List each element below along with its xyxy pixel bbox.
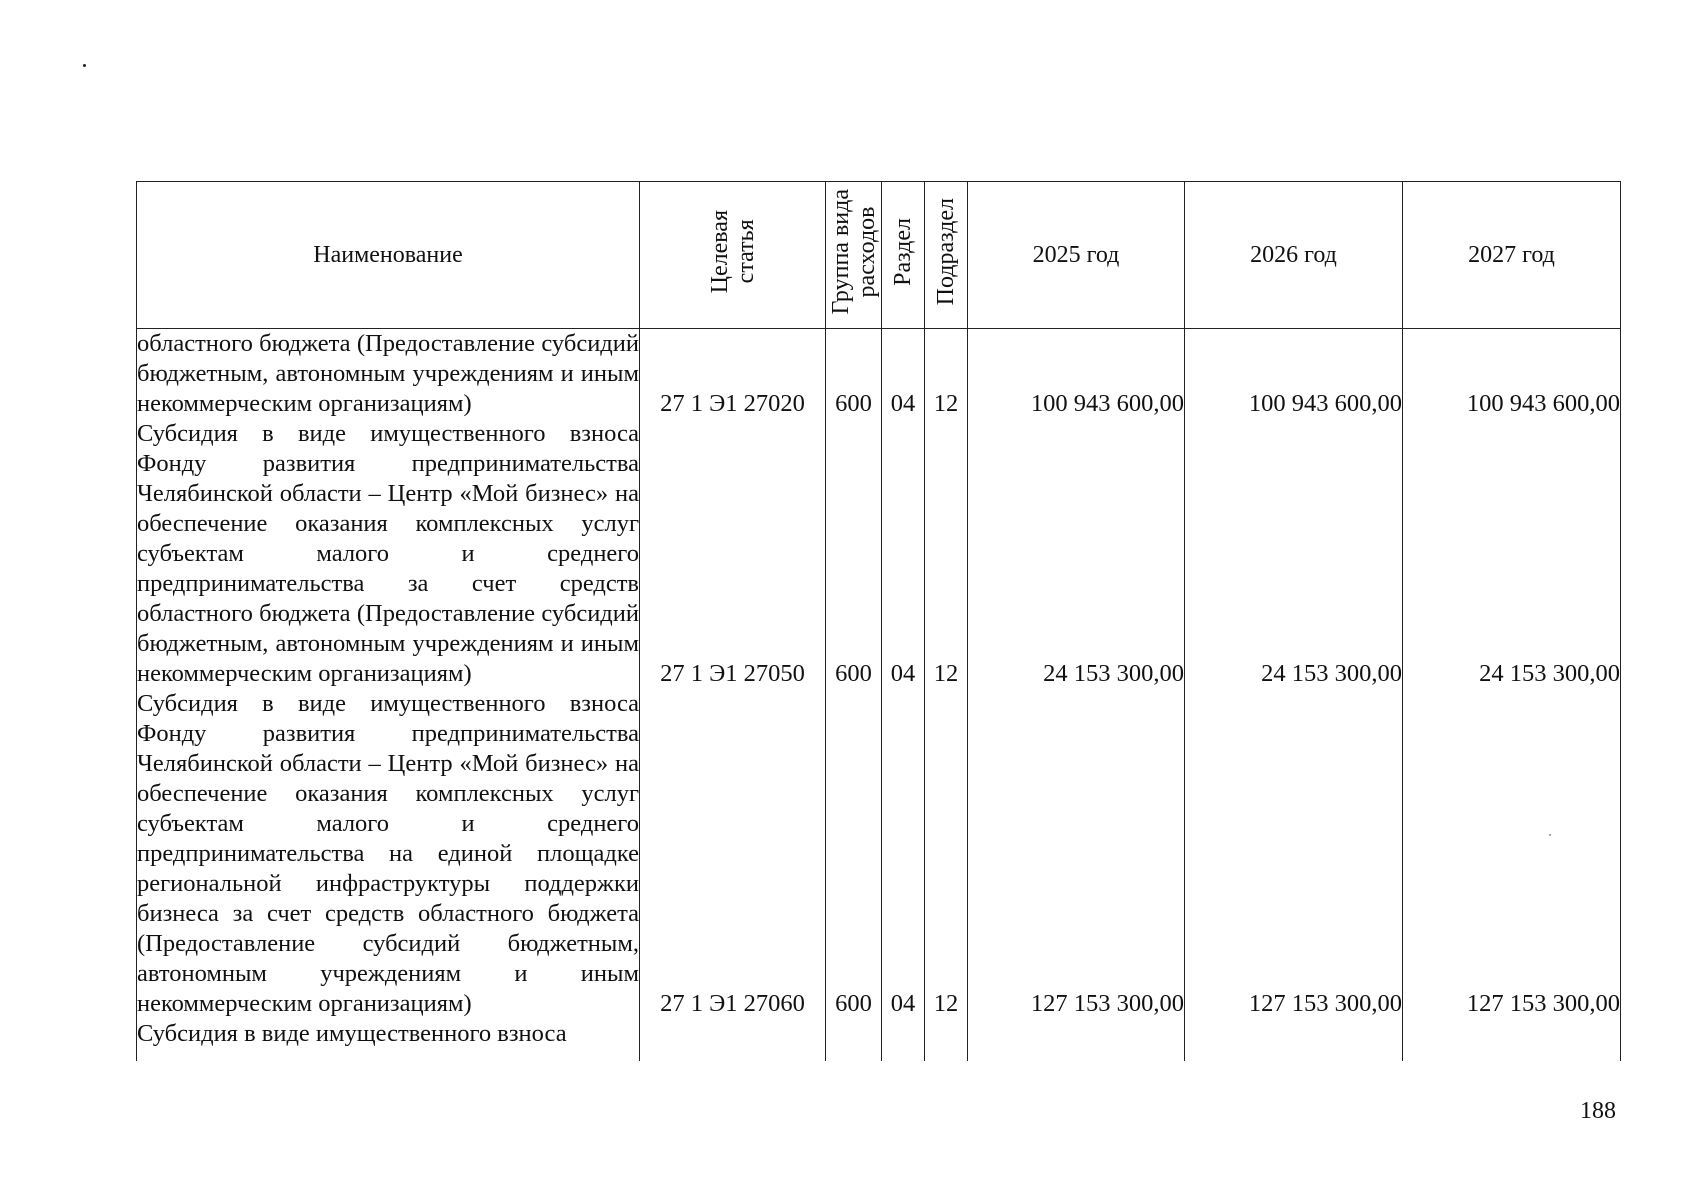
row-2027: 100 943 600,00 [1403, 329, 1621, 420]
table-header-row [137, 182, 1621, 329]
row-subsection [925, 1019, 968, 1049]
header-target-article-line1: Целевая [706, 209, 733, 294]
row-expense-group: 600 [826, 689, 882, 1019]
row-expense-group: 600 [826, 419, 882, 689]
row-2025: 100 943 600,00 [968, 329, 1185, 420]
row-section: 04 [882, 689, 925, 1019]
header-subsection [925, 182, 968, 329]
row-2026: 100 943 600,00 [1185, 329, 1403, 420]
page-number: 188 [1580, 1098, 1616, 1124]
header-expense-group-line2: расходов [853, 206, 880, 297]
row-name: Субсидия в виде имущественного взноса [137, 1019, 640, 1049]
row-subsection: 12 [925, 419, 968, 689]
row-2026: 24 153 300,00 [1185, 419, 1403, 689]
header-subsection-text: Подраздел [933, 197, 959, 306]
header-section [882, 182, 925, 329]
row-target-article: 27 1 Э1 27060 [640, 689, 826, 1019]
scan-speck [83, 64, 86, 67]
row-section: 04 [882, 419, 925, 689]
row-2025: 24 153 300,00 [968, 419, 1185, 689]
row-name: областного бюджета (Предоставление субсидий бюджетным, автономным учреждениям и иным некоммерческим организациям) [137, 330, 639, 417]
header-name: Наименование [137, 182, 640, 329]
header-section-text: Раздел [890, 217, 916, 286]
row-section: 04 [882, 329, 925, 420]
row-target-article [640, 1019, 826, 1049]
row-2027: 24 153 300,00 [1403, 419, 1621, 689]
row-2026 [1185, 1019, 1403, 1049]
row-name: Субсидия в виде имущественного взноса Фонду развития предпринимательства Челябинской области – Центр «Мой бизнес» на обеспечение оказания комплексных услуг субъектам малого и среднего предпринимательства на единой площадке региональной инфраструктуры поддержки бизнеса за счет средств областного бюджета (Предоставление субсидий бюджетным, автономным учреждениям и иным некоммерческим организациям) [137, 690, 639, 1017]
table-row-continuation [137, 1049, 1621, 1061]
header-expense-group-line1: Группа вида [827, 188, 854, 315]
row-2027: 127 153 300,00 [1403, 689, 1621, 1019]
header-2027: 2027 год [1403, 182, 1621, 329]
budget-table [136, 181, 1621, 1061]
row-subsection: 12 [925, 329, 968, 420]
row-section [882, 1019, 925, 1049]
header-target-article-line2: статья [732, 219, 759, 284]
row-2027 [1403, 1019, 1621, 1049]
row-target-article: 27 1 Э1 27050 [640, 419, 826, 689]
header-target-article [640, 182, 826, 329]
header-2026: 2026 год [1185, 182, 1403, 329]
row-subsection: 12 [925, 689, 968, 1019]
row-2026: 127 153 300,00 [1185, 689, 1403, 1019]
table-row [137, 1019, 1621, 1049]
row-2025 [968, 1019, 1185, 1049]
header-2025: 2025 год [968, 182, 1185, 329]
row-name: Субсидия в виде имущественного взноса Фонду развития предпринимательства Челябинской области – Центр «Мой бизнес» на обеспечение оказания комплексных услуг субъектам малого и среднего предпринимательства за счет средств областного бюджета (Предоставление субсидий бюджетным, автономным учреждениям и иным некоммерческим организациям) [137, 420, 639, 687]
table-row [137, 419, 1621, 689]
header-expense-group [826, 182, 882, 329]
row-2025: 127 153 300,00 [968, 689, 1185, 1019]
row-expense-group: 600 [826, 329, 882, 420]
row-target-article: 27 1 Э1 27020 [640, 329, 826, 420]
table-row [137, 329, 1621, 420]
row-expense-group [826, 1019, 882, 1049]
table-row [137, 689, 1621, 1019]
